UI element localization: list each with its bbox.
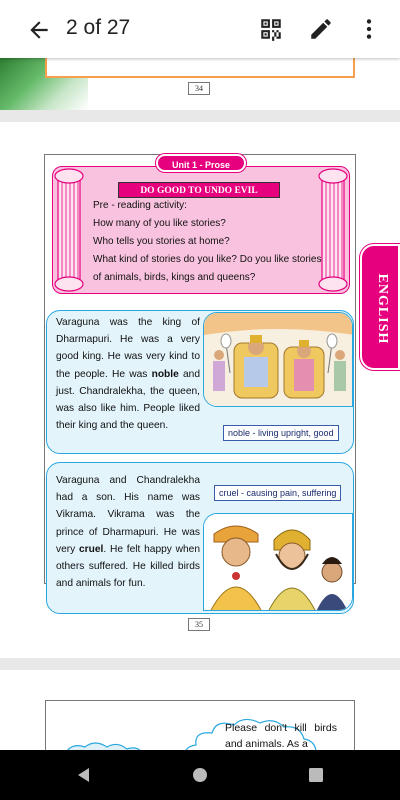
prince-illustration bbox=[203, 513, 353, 611]
back-arrow-icon[interactable] bbox=[26, 17, 52, 43]
document-viewer[interactable] bbox=[0, 58, 400, 750]
nav-home-icon[interactable] bbox=[190, 765, 210, 785]
bold-word: noble bbox=[151, 368, 179, 380]
pre-reading-question: What kind of stories do you like? Do you like stories of animals, birds, kings and queens? bbox=[93, 254, 322, 283]
content-box bbox=[45, 58, 355, 78]
next-page-text: Please don't kill birds and animals. As a bbox=[225, 722, 337, 750]
pre-reading-text bbox=[93, 197, 323, 287]
top-app-bar bbox=[0, 0, 400, 58]
previous-page bbox=[0, 58, 400, 110]
story-title bbox=[118, 182, 280, 198]
king-queen-illustration bbox=[203, 312, 353, 407]
system-navigation-bar bbox=[0, 750, 400, 800]
unit-label: Unit 1 - Prose bbox=[156, 154, 246, 172]
story-paragraph-1: Varaguna was the king of Dharmapuri. He was a very good king. He was very kind to the people. He was noble and just. Chandralekha, the queen, was also like him. People liked their king and the queen. bbox=[56, 317, 200, 432]
qr-code-icon[interactable] bbox=[258, 16, 284, 42]
pre-reading-question: Who tells you stories at home? bbox=[93, 236, 230, 247]
page-number: 34 bbox=[188, 82, 210, 95]
pre-reading-heading: Pre - reading activity: bbox=[93, 200, 187, 211]
edit-pencil-icon[interactable] bbox=[308, 16, 334, 42]
page-number: 35 bbox=[188, 618, 210, 631]
nav-back-icon[interactable] bbox=[74, 765, 94, 785]
story-title-text: DO GOOD TO UNDO EVIL bbox=[140, 186, 258, 196]
pre-reading-question: How many of you like stories? bbox=[93, 218, 226, 229]
story-paragraph-2: Varaguna and Chandralekha had a son. His name was Vikrama. Vikrama was the prince of Dharmapuri. He was very cruel. He felt happy when others suffered. He killed birds and animals for fun. bbox=[56, 475, 200, 590]
next-page bbox=[0, 670, 400, 750]
bold-word: cruel bbox=[79, 543, 104, 555]
more-vert-icon[interactable] bbox=[356, 16, 382, 42]
nav-recents-icon[interactable] bbox=[306, 765, 326, 785]
glossary-cruel: cruel - causing pain, suffering bbox=[214, 485, 341, 501]
english-side-tab: ENGLISH bbox=[360, 244, 400, 370]
scroll-left-decoration bbox=[52, 166, 88, 294]
glossary-noble: noble - living upright, good bbox=[223, 425, 339, 441]
page-indicator: 2 of 27 bbox=[66, 16, 131, 39]
